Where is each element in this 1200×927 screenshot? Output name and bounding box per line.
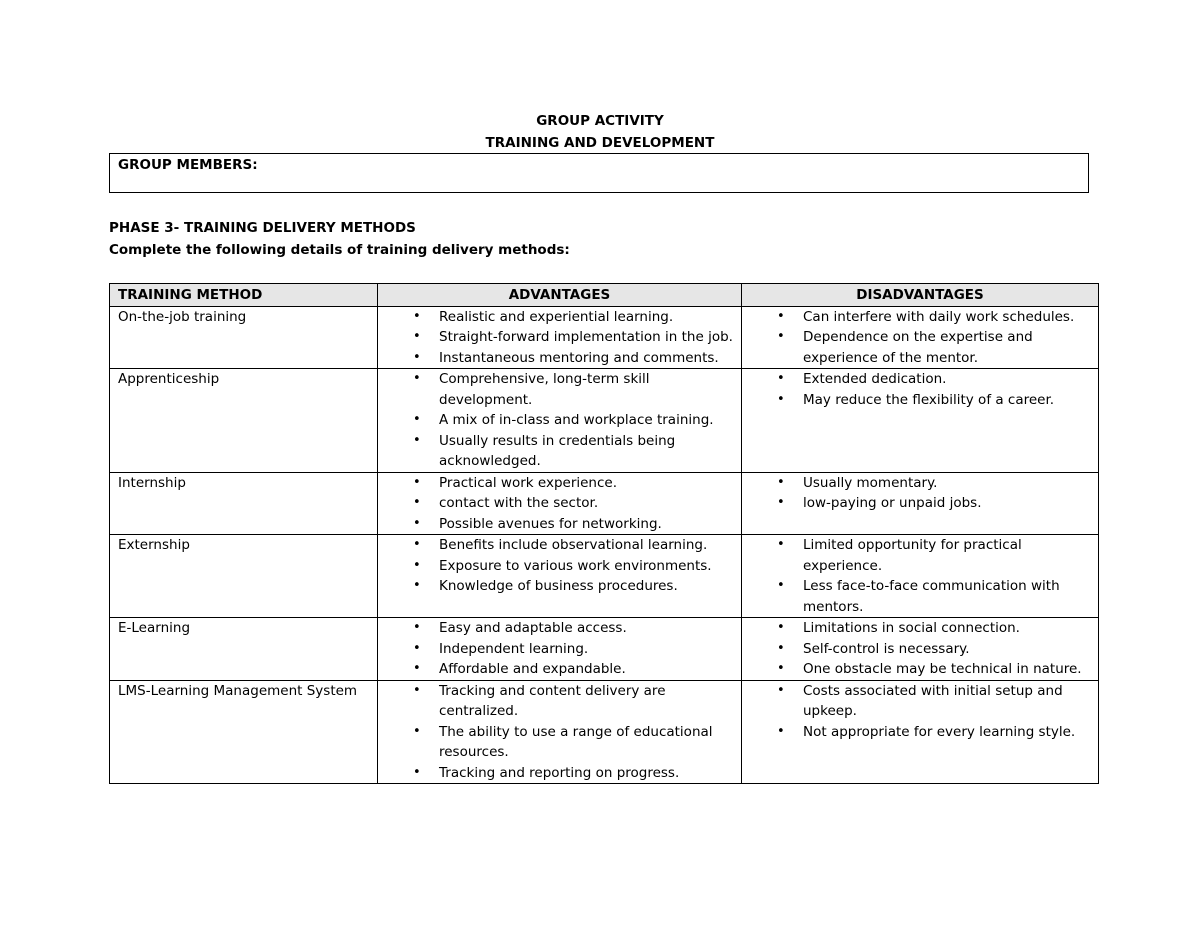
advantage-text: Usually results in credentials being acknowledged.: [439, 432, 676, 469]
list-item: [386, 576, 733, 597]
disadvantages-list: [750, 535, 1090, 617]
disadvantage-text: Less face-to-face communication with mentors.: [803, 578, 1060, 615]
disadvantages-cell: [742, 306, 1099, 369]
list-item: [750, 473, 1090, 494]
disadvantage-text: Costs associated with initial setup and upkeep.: [803, 682, 1063, 719]
list-item: [386, 327, 733, 348]
bullet-icon: •: [777, 578, 785, 593]
advantage-text: Possible avenues for networking.: [439, 515, 662, 532]
disadvantages-cell: [742, 535, 1099, 618]
advantages-list: [386, 618, 733, 680]
table-row: [110, 472, 1099, 535]
disadvantages-cell: [742, 369, 1099, 473]
group-members-box[interactable]: [109, 153, 1089, 193]
list-item: [386, 307, 733, 328]
document-header: [0, 110, 1200, 154]
advantage-text: Exposure to various work environments.: [439, 557, 712, 574]
bullet-icon: •: [413, 349, 421, 365]
header-disadvantages: DISADVANTAGES: [742, 284, 1099, 307]
disadvantages-list: [750, 307, 1090, 369]
advantage-text: Independent learning.: [439, 640, 589, 657]
method-name: On-the-job training: [118, 308, 247, 325]
bullet-icon: •: [413, 412, 421, 427]
list-item: [386, 473, 733, 494]
disadvantage-text: Extended dedication.: [803, 371, 947, 387]
list-item: [750, 618, 1090, 639]
bullet-icon: •: [777, 474, 785, 490]
method-cell: [110, 618, 378, 681]
advantages-cell: [378, 472, 742, 535]
bullet-icon: •: [777, 371, 785, 386]
advantage-text: Easy and adaptable access.: [439, 620, 627, 636]
table-row: [110, 369, 1099, 473]
list-item: [386, 659, 733, 680]
advantage-text: Practical work experience.: [439, 474, 618, 491]
list-item: [750, 369, 1090, 390]
disadvantage-text: Usually momentary.: [803, 474, 938, 491]
advantage-text: Tracking and reporting on progress.: [439, 764, 680, 781]
method-name: E-Learning: [118, 620, 191, 636]
bullet-icon: •: [413, 474, 421, 490]
bullet-icon: •: [413, 495, 421, 510]
advantage-text: Comprehensive, long-term skill development.: [439, 371, 650, 408]
table-row: [110, 535, 1099, 618]
advantage-text: Affordable and expandable.: [439, 661, 626, 677]
advantages-cell: [378, 680, 742, 784]
disadvantage-text: Not appropriate for every learning style.: [803, 723, 1076, 740]
bullet-icon: •: [777, 537, 785, 552]
list-item: [750, 535, 1090, 576]
header-training-method: TRAINING METHOD: [110, 284, 378, 307]
list-item: [750, 390, 1090, 411]
method-cell: [110, 369, 378, 473]
advantages-list: [386, 307, 733, 369]
bullet-icon: •: [413, 620, 421, 635]
disadvantages-list: [750, 473, 1090, 514]
disadvantage-text: Limited opportunity for practical experience.: [803, 537, 1022, 574]
table-body: [110, 306, 1099, 784]
advantage-text: Straight-forward implementation in the job.: [439, 329, 733, 345]
list-item: [386, 514, 733, 535]
disadvantage-text: Can interfere with daily work schedules.: [803, 308, 1075, 325]
advantage-text: contact with the sector.: [439, 495, 599, 511]
list-item: [750, 639, 1090, 660]
list-item: [750, 307, 1090, 328]
bullet-icon: •: [413, 329, 421, 344]
disadvantages-list: [750, 618, 1090, 680]
document-subtitle: TRAINING AND DEVELOPMENT: [485, 135, 715, 151]
bullet-icon: •: [413, 308, 421, 324]
disadvantage-text: Dependence on the expertise and experience of the mentor.: [803, 329, 1033, 366]
bullet-icon: •: [413, 682, 421, 698]
header-advantages: ADVANTAGES: [378, 284, 742, 307]
bullet-icon: •: [413, 661, 421, 676]
bullet-icon: •: [413, 537, 421, 552]
list-item: [386, 763, 733, 784]
disadvantages-cell: [742, 680, 1099, 784]
list-item: [750, 722, 1090, 743]
advantages-cell: [378, 535, 742, 618]
method-name: LMS-Learning Management System: [118, 682, 358, 699]
list-item: [386, 556, 733, 577]
table-row: [110, 306, 1099, 369]
bullet-icon: •: [413, 557, 421, 573]
table-header-row: [110, 284, 1099, 307]
advantages-cell: [378, 618, 742, 681]
bullet-icon: •: [413, 515, 421, 531]
bullet-icon: •: [777, 391, 785, 407]
method-cell: [110, 306, 378, 369]
list-item: [750, 681, 1090, 722]
disadvantages-list: [750, 681, 1090, 743]
bullet-icon: •: [413, 640, 421, 656]
table-row: [110, 680, 1099, 784]
advantages-list: [386, 535, 733, 597]
method-cell: [110, 535, 378, 618]
disadvantages-list: [750, 369, 1090, 410]
disadvantage-text: low-paying or unpaid jobs.: [803, 495, 982, 511]
bullet-icon: •: [777, 620, 785, 635]
advantages-cell: [378, 369, 742, 473]
list-item: [386, 493, 733, 514]
group-members-label: GROUP MEMBERS:: [118, 157, 258, 173]
disadvantage-text: Limitations in social connection.: [803, 620, 1020, 636]
advantages-list: [386, 681, 733, 784]
method-name: Apprenticeship: [118, 371, 220, 387]
disadvantages-cell: [742, 472, 1099, 535]
list-item: [386, 681, 733, 722]
list-item: [386, 410, 733, 431]
advantages-list: [386, 369, 733, 472]
method-name: Internship: [118, 474, 186, 491]
table-row: [110, 618, 1099, 681]
list-item: [386, 348, 733, 369]
advantages-list: [386, 473, 733, 535]
training-methods-table: [109, 283, 1099, 784]
disadvantage-text: Self-control is necessary.: [803, 640, 970, 657]
bullet-icon: •: [777, 723, 785, 739]
list-item: [386, 431, 733, 472]
bullet-icon: •: [413, 578, 421, 593]
advantage-text: Benefits include observational learning.: [439, 537, 708, 553]
advantages-cell: [378, 306, 742, 369]
list-item: [750, 659, 1090, 680]
disadvantages-cell: [742, 618, 1099, 681]
list-item: [386, 618, 733, 639]
list-item: [386, 535, 733, 556]
advantage-text: Realistic and experiential learning.: [439, 308, 674, 325]
method-cell: [110, 472, 378, 535]
advantage-text: The ability to use a range of educational resources.: [439, 723, 713, 760]
list-item: [386, 369, 733, 410]
disadvantage-text: One obstacle may be technical in nature.: [803, 661, 1082, 677]
list-item: [750, 327, 1090, 368]
bullet-icon: •: [413, 432, 421, 448]
list-item: [750, 576, 1090, 617]
bullet-icon: •: [413, 723, 421, 739]
list-item: [386, 639, 733, 660]
bullet-icon: •: [777, 661, 785, 676]
bullet-icon: •: [777, 495, 785, 510]
phase-instruction: Complete the following details of training delivery methods:: [109, 242, 570, 258]
disadvantage-text: May reduce the flexibility of a career.: [803, 391, 1055, 408]
bullet-icon: •: [777, 682, 785, 698]
method-name: Externship: [118, 537, 190, 553]
bullet-icon: •: [777, 640, 785, 656]
phase-section: [109, 217, 570, 261]
advantage-text: A mix of in-class and workplace training.: [439, 412, 714, 428]
method-cell: [110, 680, 378, 784]
bullet-icon: •: [777, 329, 785, 344]
bullet-icon: •: [413, 764, 421, 780]
advantage-text: Instantaneous mentoring and comments.: [439, 349, 719, 366]
document-title: GROUP ACTIVITY: [536, 113, 664, 129]
advantage-text: Tracking and content delivery are centralized.: [439, 682, 666, 719]
list-item: [750, 493, 1090, 514]
bullet-icon: •: [777, 308, 785, 324]
advantage-text: Knowledge of business procedures.: [439, 578, 678, 594]
list-item: [386, 722, 733, 763]
phase-heading: PHASE 3- TRAINING DELIVERY METHODS: [109, 220, 416, 236]
bullet-icon: •: [413, 371, 421, 386]
